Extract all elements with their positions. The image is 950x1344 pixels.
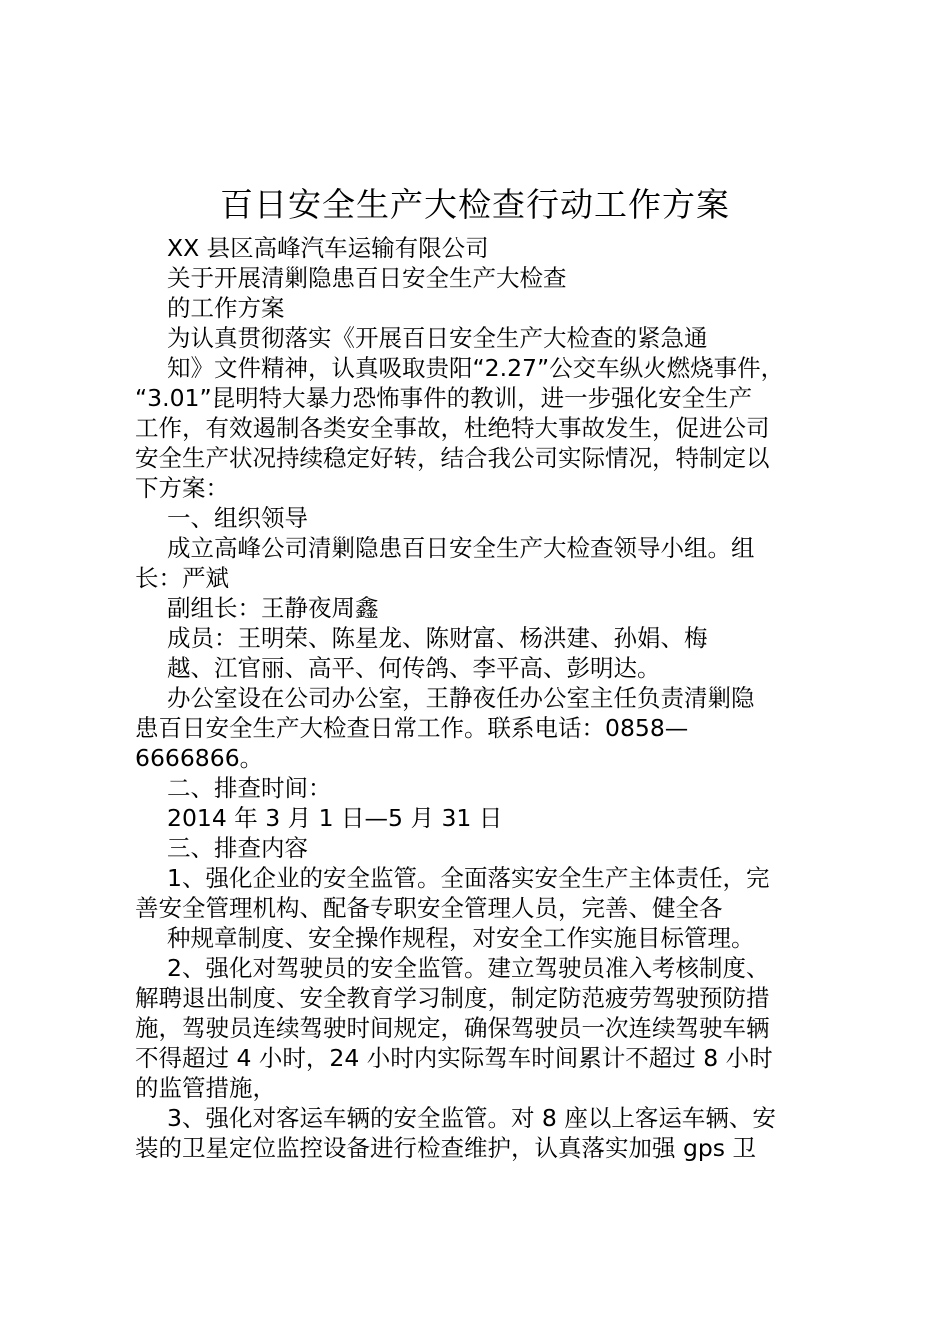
- paragraph-line: 1、强化企业的安全监管。全面落实安全生产主体责任，完: [167, 864, 770, 892]
- subtitle-line: 关于开展清剿隐患百日安全生产大检查: [167, 264, 567, 292]
- paragraph-line: 越、江官丽、高平、何传鸽、李平高、彭明达。: [167, 654, 661, 682]
- paragraph-line: 施，驾驶员连续驾驶时间规定，确保驾驶员一次连续驾驶车辆: [135, 1014, 770, 1042]
- paragraph-line: 成立高峰公司清剿隐患百日安全生产大检查领导小组。组: [167, 534, 755, 562]
- company-name-line: XX 县区高峰汽车运输有限公司: [167, 234, 489, 262]
- paragraph-line: 3、强化对客运车辆的安全监管。对 8 座以上客运车辆、安: [167, 1104, 776, 1132]
- paragraph-line: 不得超过 4 小时，24 小时内实际驾车时间累计不超过 8 小时: [135, 1044, 773, 1072]
- paragraph-line: 善安全管理机构、配备专职安全管理人员，完善、健全各: [135, 894, 723, 922]
- paragraph-line: 知》文件精神，认真吸取贵阳“2.27”公交车纵火燃烧事件，: [167, 354, 785, 382]
- paragraph-line: 下方案：: [135, 474, 229, 502]
- paragraph-line: 的监管措施，: [135, 1074, 276, 1102]
- paragraph-line: 6666866。: [135, 744, 264, 772]
- paragraph-line: 长：严斌: [135, 564, 229, 592]
- paragraph-line: 种规章制度、安全操作规程，对安全工作实施目标管理。: [167, 924, 755, 952]
- document-title: 百日安全生产大检查行动工作方案: [220, 185, 730, 224]
- paragraph-line: 副组长：王静夜周鑫: [167, 594, 379, 622]
- paragraph-line: 安全生产状况持续稳定好转，结合我公司实际情况，特制定以: [135, 444, 770, 472]
- paragraph-line: 2014 年 3 月 1 日—5 月 31 日: [167, 804, 503, 832]
- paragraph-line: 为认真贯彻落实《开展百日安全生产大检查的紧急通: [167, 324, 708, 352]
- paragraph-line: 解聘退出制度、安全教育学习制度，制定防范疲劳驾驶预防措: [135, 984, 770, 1012]
- paragraph-line: 2、强化对驾驶员的安全监管。建立驾驶员准入考核制度、: [167, 954, 770, 982]
- paragraph-line: 装的卫星定位监控设备进行检查维护，认真落实加强 gps 卫: [135, 1134, 757, 1162]
- subtitle-line: 的工作方案: [167, 294, 285, 322]
- paragraph-line: 成员：王明荣、陈星龙、陈财富、杨洪建、孙娟、梅: [167, 624, 708, 652]
- section-heading: 二、排查时间：: [167, 774, 332, 802]
- paragraph-line: 办公室设在公司办公室，王静夜任办公室主任负责清剿隐: [167, 684, 755, 712]
- paragraph-line: “3.01”昆明特大暴力恐怖事件的教训，进一步强化安全生产: [135, 384, 753, 412]
- section-heading: 三、排查内容: [167, 834, 308, 862]
- document-body: [135, 233, 835, 1163]
- section-heading: 一、组织领导: [167, 504, 308, 532]
- paragraph-line: 工作，有效遏制各类安全事故，杜绝特大事故发生，促进公司: [135, 414, 770, 442]
- paragraph-line: 患百日安全生产大检查日常工作。联系电话：0858—: [135, 714, 689, 742]
